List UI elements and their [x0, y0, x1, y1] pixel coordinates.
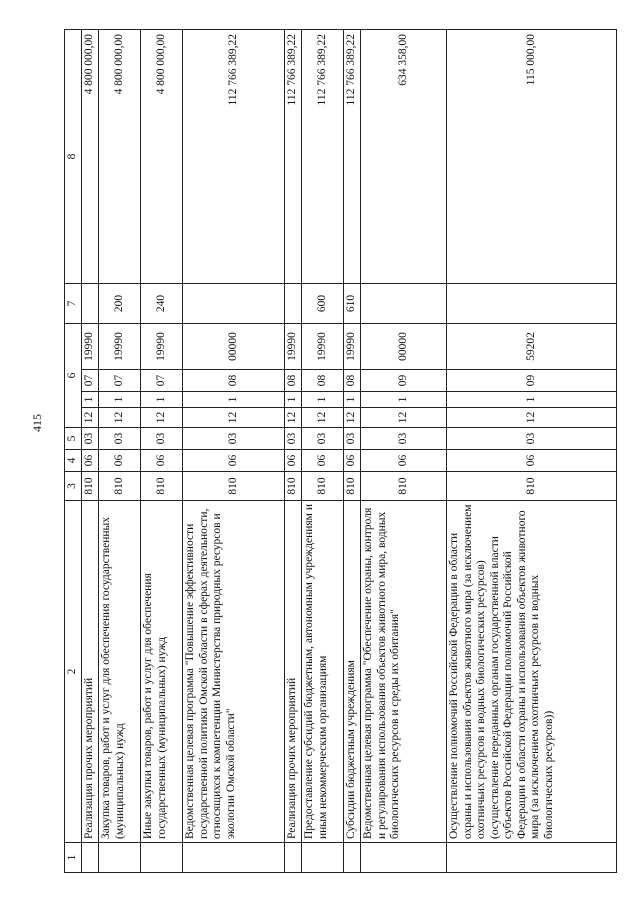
activity-code-cell: 09: [361, 370, 447, 392]
activity-code-cell: 09: [447, 370, 617, 392]
subsection-code-cell: 03: [447, 428, 617, 450]
subprogram-code-cell: 1: [447, 392, 617, 408]
direction-code-cell: 19990: [344, 324, 361, 370]
section-code-cell: 06: [344, 450, 361, 472]
expense-type-cell: [183, 284, 285, 324]
header-cell-8: 8: [65, 30, 82, 284]
subprogram-code-cell: 1: [302, 392, 344, 408]
subprogram-code-cell: 1: [361, 392, 447, 408]
program-code-cell: 12: [141, 408, 183, 428]
table-row: [141, 30, 183, 873]
row-number-cell: [285, 843, 302, 873]
grbs-code-cell: 810: [183, 472, 285, 501]
row-number-cell: [361, 843, 447, 873]
row-name-cell: Реализация прочих мероприятий: [82, 501, 99, 843]
subprogram-code-cell: 1: [285, 392, 302, 408]
subsection-code-cell: 03: [141, 428, 183, 450]
table-row: [302, 30, 344, 873]
amount-cell: 4 800 000,00: [141, 30, 183, 284]
grbs-code-cell: 810: [141, 472, 183, 501]
program-code-cell: 12: [447, 408, 617, 428]
amount-cell: 112 766 389,22: [344, 30, 361, 284]
amount-cell: 112 766 389,22: [183, 30, 285, 284]
row-name-cell: Субсидии бюджетным учреждениям: [344, 501, 361, 843]
program-code-cell: 12: [285, 408, 302, 428]
activity-code-cell: 07: [82, 370, 99, 392]
section-code-cell: 06: [82, 450, 99, 472]
header-cell-2: 2: [65, 501, 82, 843]
budget-table: [64, 29, 617, 873]
section-code-cell: 06: [183, 450, 285, 472]
grbs-code-cell: 810: [99, 472, 141, 501]
row-number-cell: [302, 843, 344, 873]
expense-type-cell: 240: [141, 284, 183, 324]
subsection-code-cell: 03: [344, 428, 361, 450]
row-name-cell: Ведомственная целевая программа "Повышение эффективности государственной политики Омской области в сферах деятельности, относящихся к компетенции Министерства природных ресурсов и экологии Омской области": [183, 501, 285, 843]
direction-code-cell: 19990: [99, 324, 141, 370]
activity-code-cell: 08: [183, 370, 285, 392]
grbs-code-cell: 810: [361, 472, 447, 501]
expense-type-cell: [447, 284, 617, 324]
section-code-cell: 06: [285, 450, 302, 472]
row-number-cell: [82, 843, 99, 873]
subsection-code-cell: 03: [99, 428, 141, 450]
header-cell-6: 6: [65, 324, 82, 428]
subprogram-code-cell: 1: [141, 392, 183, 408]
row-name-cell: Реализация прочих мероприятий: [285, 501, 302, 843]
table-row: [82, 30, 99, 873]
subprogram-code-cell: 1: [344, 392, 361, 408]
expense-type-cell: [82, 284, 99, 324]
table-row: [285, 30, 302, 873]
program-code-cell: 12: [183, 408, 285, 428]
subsection-code-cell: 03: [302, 428, 344, 450]
direction-code-cell: 19990: [141, 324, 183, 370]
expense-type-cell: [361, 284, 447, 324]
direction-code-cell: 00000: [183, 324, 285, 370]
expense-type-cell: 610: [344, 284, 361, 324]
row-number-cell: [99, 843, 141, 873]
subsection-code-cell: 03: [285, 428, 302, 450]
program-code-cell: 12: [344, 408, 361, 428]
header-cell-7: 7: [65, 284, 82, 324]
rotated-page: [64, 30, 610, 873]
header-cell-5: 5: [65, 428, 82, 450]
grbs-code-cell: 810: [285, 472, 302, 501]
activity-code-cell: 07: [99, 370, 141, 392]
grbs-code-cell: 810: [302, 472, 344, 501]
direction-code-cell: 19990: [302, 324, 344, 370]
row-number-cell: [141, 843, 183, 873]
row-name-cell: Закупка товаров, работ и услуг для обеспечения государственных (муниципальных) нужд: [99, 501, 141, 843]
activity-code-cell: 08: [344, 370, 361, 392]
amount-cell: 115 000,00: [447, 30, 617, 284]
amount-cell: 4 800 000,00: [82, 30, 99, 284]
row-name-cell: Иные закупки товаров, работ и услуг для обеспечения государственных (муниципальных) нужд: [141, 501, 183, 843]
amount-cell: 4 800 000,00: [99, 30, 141, 284]
grbs-code-cell: 810: [344, 472, 361, 501]
program-code-cell: 12: [302, 408, 344, 428]
subsection-code-cell: 03: [82, 428, 99, 450]
amount-cell: 634 358,00: [361, 30, 447, 284]
subprogram-code-cell: 1: [82, 392, 99, 408]
subsection-code-cell: 03: [183, 428, 285, 450]
header-row: [65, 30, 82, 873]
section-code-cell: 06: [302, 450, 344, 472]
table-row: [344, 30, 361, 873]
section-code-cell: 06: [141, 450, 183, 472]
expense-type-cell: 600: [302, 284, 344, 324]
grbs-code-cell: 810: [447, 472, 617, 501]
header-cell-4: 4: [65, 450, 82, 472]
amount-cell: 112 766 389,22: [302, 30, 344, 284]
header-cell-3: 3: [65, 472, 82, 501]
amount-cell: 112 766 389,22: [285, 30, 302, 284]
subsection-code-cell: 03: [361, 428, 447, 450]
activity-code-cell: 08: [302, 370, 344, 392]
grbs-code-cell: 810: [82, 472, 99, 501]
section-code-cell: 06: [99, 450, 141, 472]
header-cell-1: 1: [65, 843, 82, 873]
row-name-cell: Предоставление субсидий бюджетным, автономным учреждениям и иным некоммерческим организациям: [302, 501, 344, 843]
expense-type-cell: [285, 284, 302, 324]
program-code-cell: 12: [99, 408, 141, 428]
activity-code-cell: 07: [141, 370, 183, 392]
section-code-cell: 06: [361, 450, 447, 472]
table-row: [183, 30, 285, 873]
row-name-cell: Осуществление полномочий Российской Федерации в области охраны и использования объектов животного мира (за исключением охотничьих ресурсов и водных биологических ресурсов) (осуществление переданных органам государственной власти субъектов Российской Федерации полномочий Российской Федерации в области охраны и использования объектов животного мира (за исключением охотничьих ресурсов и водных биологических ресурсов)): [447, 501, 617, 843]
table-row: [447, 30, 617, 873]
subprogram-code-cell: 1: [183, 392, 285, 408]
activity-code-cell: 08: [285, 370, 302, 392]
direction-code-cell: 19990: [285, 324, 302, 370]
direction-code-cell: 19990: [82, 324, 99, 370]
row-number-cell: [344, 843, 361, 873]
page-number: 415: [30, 414, 44, 432]
program-code-cell: 12: [361, 408, 447, 428]
direction-code-cell: 00000: [361, 324, 447, 370]
section-code-cell: 06: [447, 450, 617, 472]
direction-code-cell: 59202: [447, 324, 617, 370]
row-number-cell: [447, 843, 617, 873]
expense-type-cell: 200: [99, 284, 141, 324]
table-row: [99, 30, 141, 873]
table-row: [361, 30, 447, 873]
program-code-cell: 12: [82, 408, 99, 428]
subprogram-code-cell: 1: [99, 392, 141, 408]
row-name-cell: Ведомственная целевая программа "Обеспечение охраны, контроля и регулирования использования объектов животного мира, водных биологических ресурсов и среды их обитания": [361, 501, 447, 843]
row-number-cell: [183, 843, 285, 873]
